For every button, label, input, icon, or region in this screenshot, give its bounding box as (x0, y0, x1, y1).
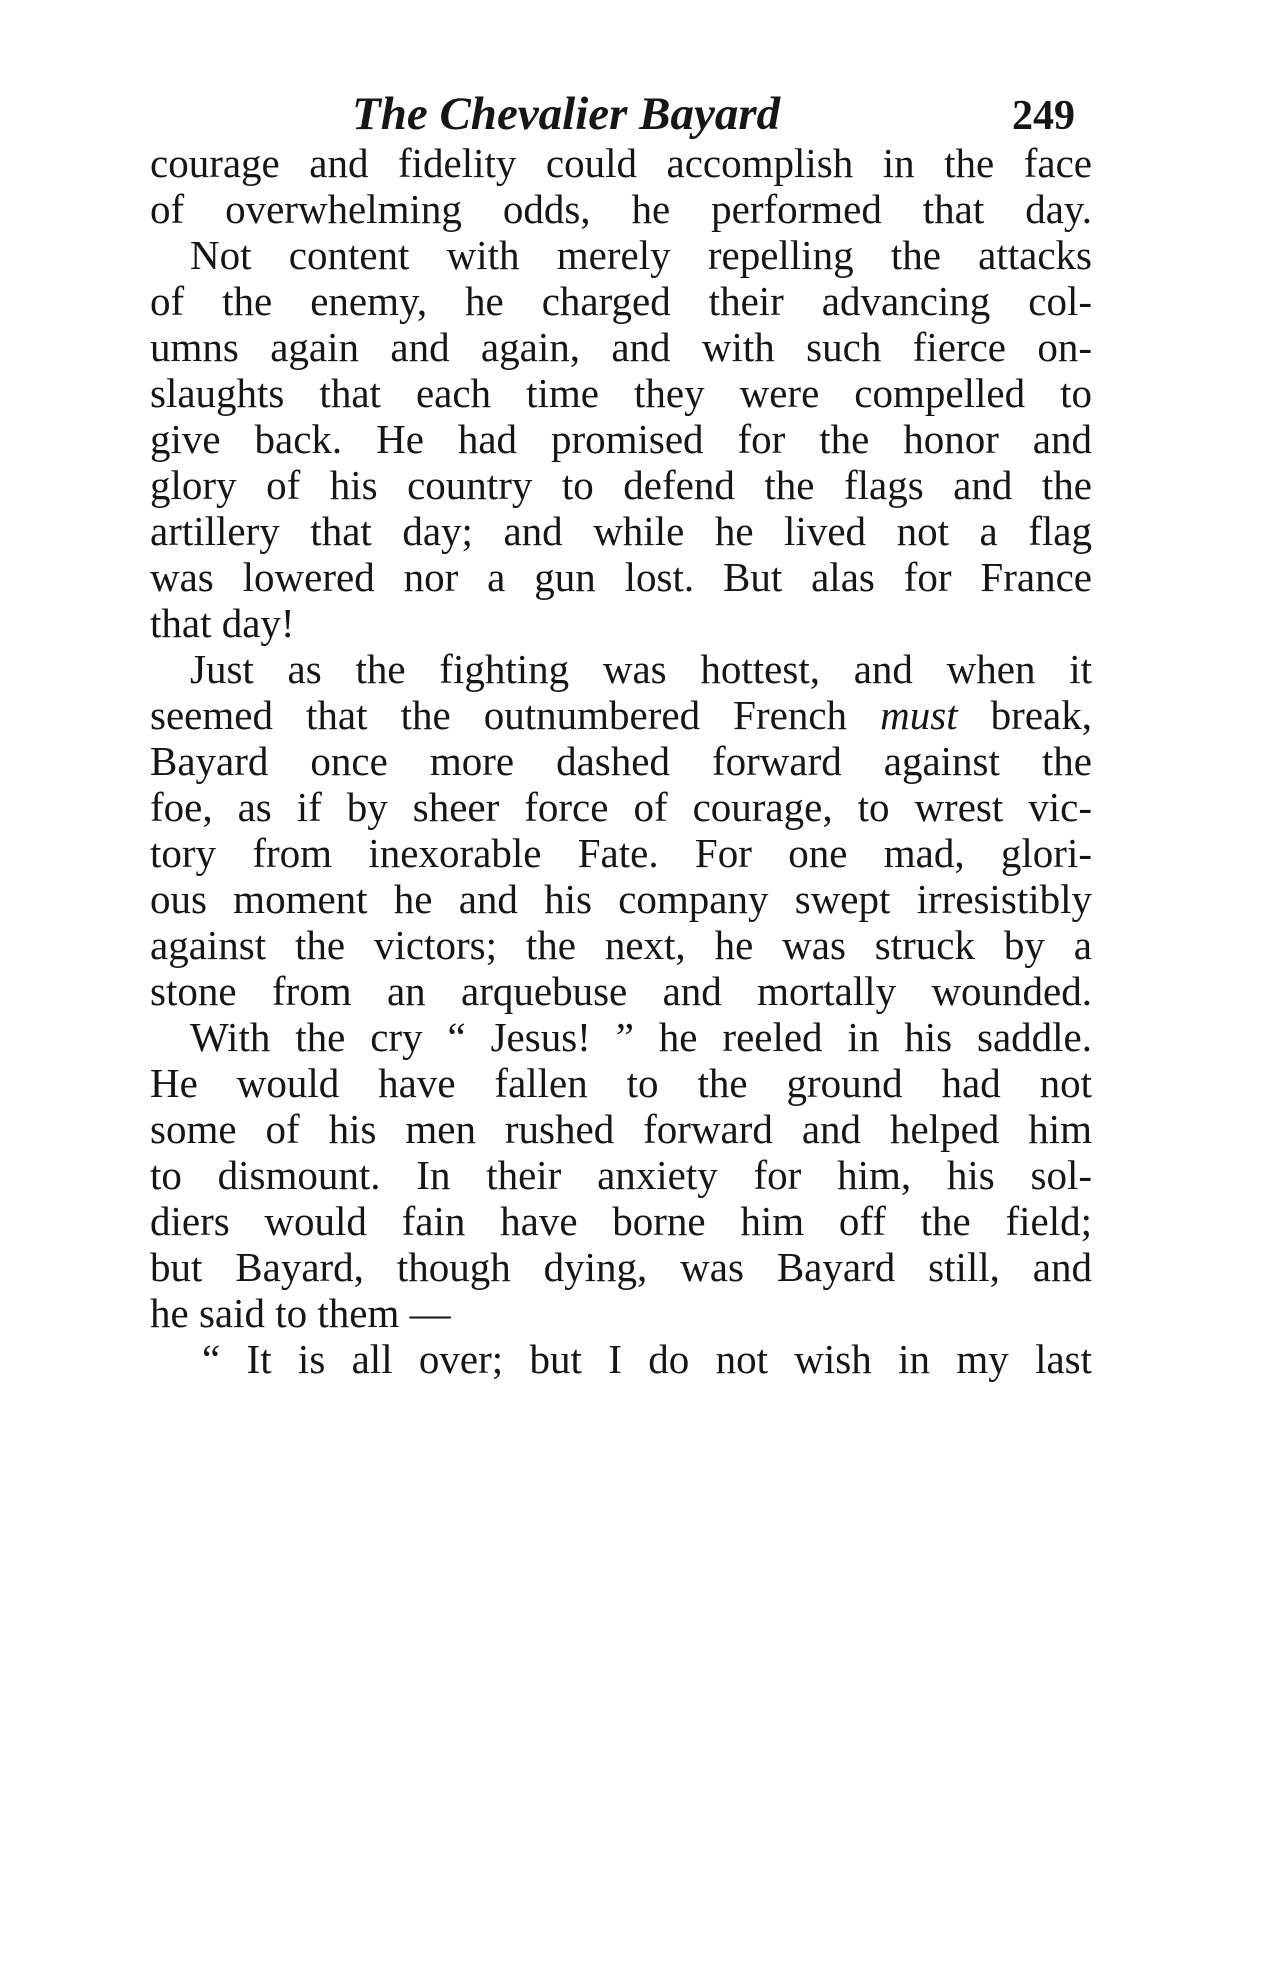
text-line: umns again and again, and with such fierce on- (150, 324, 1092, 370)
text-line: tory from inexorable Fate. For one mad, glori- (150, 830, 1092, 876)
text-line: glory of his country to defend the flags and the (150, 462, 1092, 508)
text-line: artillery that day; and while he lived not a flag (150, 508, 1092, 554)
text-line: diers would fain have borne him off the field; (150, 1198, 1092, 1244)
paragraph-first-line: Not content with merely repelling the attacks (190, 232, 1092, 278)
text-line: against the victors; the next, he was struck by a (150, 922, 1092, 968)
text-line: of the enemy, he charged their advancing col- (150, 278, 1092, 324)
paragraph-last-line: stone from an arquebuse and mortally wounded. (150, 968, 1092, 1014)
text-line: slaughts that each time they were compelled to (150, 370, 1092, 416)
paragraph-first-line: “ It is all over; but I do not wish in my last (202, 1336, 1092, 1382)
paragraph-first-line: Just as the fighting was hottest, and when it (190, 646, 1092, 692)
page-number: 249 (1012, 93, 1075, 139)
text-line: ous moment he and his company swept irresistibly (150, 876, 1092, 922)
text-line: give back. He had promised for the honor and (150, 416, 1092, 462)
text-line: to dismount. In their anxiety for him, his sol- (150, 1152, 1092, 1198)
text-line: but Bayard, though dying, was Bayard still, and (150, 1244, 1092, 1290)
text-line: was lowered nor a gun lost. But alas for France (150, 554, 1092, 600)
text-line: foe, as if by sheer force of courage, to wrest vic- (150, 784, 1092, 830)
emphasis-word: must (880, 692, 958, 738)
paragraph-last-line: he said to them — (150, 1290, 451, 1336)
text-run: break, (957, 692, 1092, 738)
text-line: He would have fallen to the ground had not (150, 1060, 1092, 1106)
running-title: The Chevalier Bayard (352, 88, 781, 140)
text-line: some of his men rushed forward and helped him (150, 1106, 1092, 1152)
paragraph-first-line: With the cry “ Jesus! ” he reeled in his saddle. (190, 1014, 1092, 1060)
text-line: courage and fidelity could accomplish in the face (150, 140, 1092, 186)
text-line: Bayard once more dashed forward against the (150, 738, 1092, 784)
paragraph-last-line: that day! (150, 600, 295, 646)
text-run: seemed that the outnumbered French (150, 692, 881, 738)
text-line: of overwhelming odds, he performed that day. (150, 186, 1092, 232)
